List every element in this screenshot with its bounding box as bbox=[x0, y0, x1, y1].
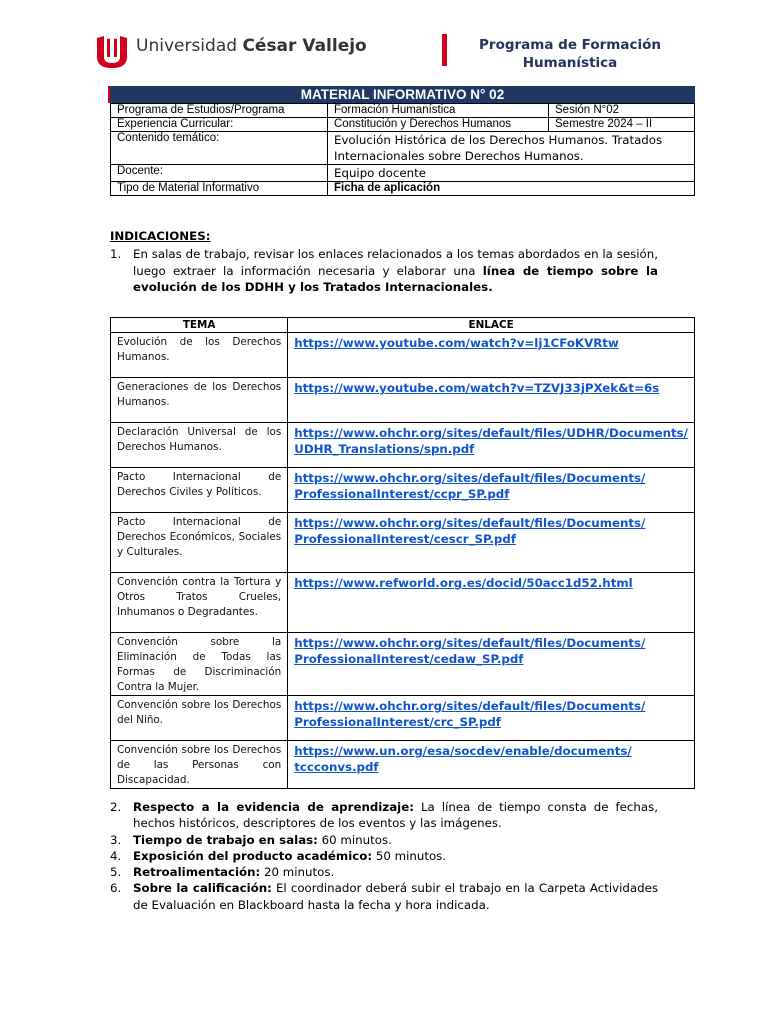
item-bold: Exposición del producto académico: bbox=[133, 848, 373, 863]
resource-link[interactable]: https://www.ohchr.org/sites/default/files/Documents/ ProfessionalInterest/cescr_SP.pdf bbox=[294, 516, 646, 546]
link-cell bbox=[288, 573, 695, 633]
link-cell bbox=[288, 468, 695, 513]
item-text: 50 minutos. bbox=[372, 848, 447, 863]
header-divider bbox=[442, 34, 447, 66]
item-bold: Respecto a la evidencia de aprendizaje: bbox=[133, 800, 414, 814]
table-row bbox=[111, 513, 695, 573]
item-number: 2. bbox=[110, 800, 122, 814]
link-cell bbox=[288, 378, 695, 423]
info-value: Evolución Histórica de los Derechos Humanos. Tratados Internacionales sobre Derechos Humanos. bbox=[328, 132, 695, 165]
item-bold: Tiempo de trabajo en salas: bbox=[133, 832, 318, 847]
info-label: Contenido temático: bbox=[111, 132, 328, 165]
resource-link[interactable]: https://www.ohchr.org/sites/default/files/Documents/ ProfessionalInterest/crc_SP.pdf bbox=[294, 699, 646, 729]
info-row-teacher bbox=[111, 165, 695, 182]
item-text: 20 minutos. bbox=[260, 865, 335, 880]
resource-link[interactable]: https://www.ohchr.org/sites/default/files/Documents/ ProfessionalInterest/ccpr_SP.pdf bbox=[294, 471, 646, 501]
item-bold: línea de tiempo sobre la evolución de los DDHH y los Tratados Internacionales. bbox=[133, 263, 658, 294]
info-value: Formación Humanística bbox=[328, 104, 549, 118]
resource-link[interactable]: https://www.ohchr.org/sites/default/files/Documents/ ProfessionalInterest/cedaw_SP.pdf bbox=[294, 636, 646, 666]
info-table bbox=[110, 103, 695, 196]
item-number: 4. bbox=[110, 848, 122, 863]
resource-link[interactable]: https://www.refworld.org.es/docid/50acc1d52.html bbox=[294, 576, 633, 590]
item-number: 5. bbox=[110, 865, 122, 880]
item-text: El coordinador deberá subir el trabajo en la Carpeta Actividades de Evaluación en Blackboard hasta la fecha y hora indicada. bbox=[133, 881, 658, 912]
info-row-type bbox=[111, 182, 695, 196]
table-row bbox=[111, 696, 695, 741]
info-row-content bbox=[111, 132, 695, 165]
link-cell bbox=[288, 423, 695, 468]
topic-cell: Convención sobre los Derechos del Niño. bbox=[111, 696, 288, 741]
item-text: La línea de tiempo consta de fechas, hechos históricos, descriptores de los eventos y las imágenes. bbox=[133, 800, 658, 831]
resource-link[interactable]: https://www.youtube.com/watch?v=lj1CFoKVRtw bbox=[294, 336, 619, 350]
indications-heading: INDICACIONES: bbox=[110, 229, 211, 243]
list-item bbox=[110, 864, 658, 880]
item-text: En salas de trabajo, revisar los enlaces relacionados a los temas abordados en la sesión, luego extraer la información necesaria y elaborar una bbox=[133, 247, 658, 278]
column-header-enlace: ENLACE bbox=[288, 318, 695, 333]
list-item bbox=[110, 880, 658, 913]
indication-item-1 bbox=[110, 246, 658, 296]
topic-cell: Convención contra la Tortura y Otros Tratos Crueles, Inhumanos o Degradantes. bbox=[111, 573, 288, 633]
link-cell bbox=[288, 633, 695, 696]
program-title: Programa de Formación Humanística bbox=[479, 37, 661, 71]
info-value: Ficha de aplicación bbox=[328, 182, 695, 196]
item-bold: Sobre la calificación: bbox=[133, 881, 272, 896]
material-title: MATERIAL INFORMATIVO N° 02 bbox=[110, 86, 695, 103]
list-item bbox=[110, 848, 658, 864]
link-cell bbox=[288, 333, 695, 378]
info-extra: Semestre 2024 – II bbox=[549, 118, 695, 132]
link-cell bbox=[288, 741, 695, 789]
table-row bbox=[111, 633, 695, 696]
info-label: Docente: bbox=[111, 165, 328, 182]
table-row bbox=[111, 468, 695, 513]
item-number: 1. bbox=[110, 247, 122, 261]
item-text: 60 minutos. bbox=[317, 832, 392, 847]
university-logo-icon bbox=[96, 35, 128, 69]
resource-link[interactable]: https://www.ohchr.org/sites/default/files/UDHR/Documents/ UDHR_Translations/spn.pdf bbox=[294, 426, 688, 456]
info-row-program bbox=[111, 104, 695, 118]
info-label: Experiencia Curricular: bbox=[111, 118, 328, 132]
item-bold: Retroalimentación: bbox=[133, 865, 261, 880]
item-number: 6. bbox=[110, 881, 122, 896]
info-value: Equipo docente bbox=[328, 165, 695, 182]
topic-cell: Pacto Internacional de Derechos Económicos, Sociales y Culturales. bbox=[111, 513, 288, 573]
table-row bbox=[111, 378, 695, 423]
list-item bbox=[110, 799, 658, 832]
info-value: Constitución y Derechos Humanos bbox=[328, 118, 549, 132]
column-header-tema: TEMA bbox=[111, 318, 288, 333]
topic-cell: Generaciones de los Derechos Humanos. bbox=[111, 378, 288, 423]
instructions-list bbox=[110, 799, 658, 913]
info-extra: Sesión N°02 bbox=[549, 104, 695, 118]
topic-cell: Evolución de los Derechos Humanos. bbox=[111, 333, 288, 378]
table-row bbox=[111, 423, 695, 468]
table-row bbox=[111, 741, 695, 789]
info-label: Tipo de Material Informativo bbox=[111, 182, 328, 196]
table-row bbox=[111, 333, 695, 378]
topic-cell: Declaración Universal de los Derechos Humanos. bbox=[111, 423, 288, 468]
item-number: 3. bbox=[110, 832, 122, 847]
resource-link[interactable]: https://www.youtube.com/watch?v=TZVJ33jPXek&t=6s bbox=[294, 381, 660, 395]
link-cell bbox=[288, 513, 695, 573]
university-name: Universidad César Vallejo bbox=[136, 36, 367, 56]
list-item bbox=[110, 832, 658, 848]
info-label: Programa de Estudios/Programa bbox=[111, 104, 328, 118]
link-cell bbox=[288, 696, 695, 741]
links-table bbox=[110, 317, 695, 789]
topic-cell: Convención sobre la Eliminación de Todas las Formas de Discriminación Contra la Mujer. bbox=[111, 633, 288, 696]
topic-cell: Pacto Internacional de Derechos Civiles y Políticos. bbox=[111, 468, 288, 513]
table-row bbox=[111, 573, 695, 633]
info-row-experience bbox=[111, 118, 695, 132]
resource-link[interactable]: https://www.un.org/esa/socdev/enable/documents/ tccconvs.pdf bbox=[294, 744, 632, 774]
topic-cell: Convención sobre los Derechos de las Personas con Discapacidad. bbox=[111, 741, 288, 789]
